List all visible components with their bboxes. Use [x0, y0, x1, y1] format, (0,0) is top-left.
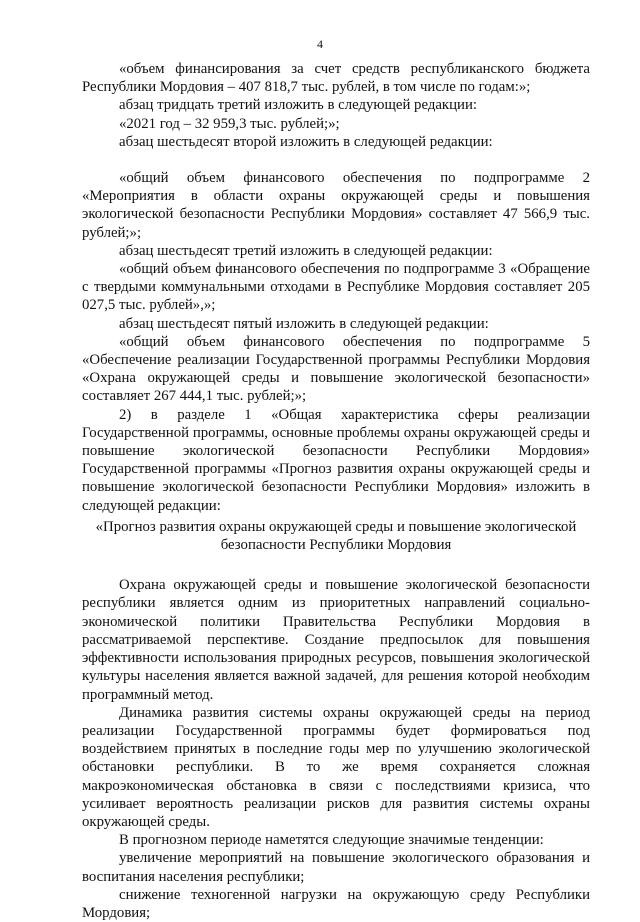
paragraph-year-2021: «2021 год – 32 959,3 тыс. рублей;»; [119, 115, 340, 132]
paragraph-instruction-33: абзац тридцать третий изложить в следующей редакции: [119, 97, 477, 114]
paragraph-trend-education: увеличение мероприятий на повышение экологического образования и воспитания населения республики; [82, 850, 590, 885]
spacer [82, 151, 590, 169]
paragraph-environment-priority: Охрана окружающей среды и повышение экологической безопасности республики является одним из приоритетных направлений социально-экономической политики Правительства Республики Мордовия в рассматриваемой перспективе. Создание предпосылок для повышения эффективности использования природных ресурсов, повышения экологической культуры населения является важной задачей, для решения которой необходим программный метод. [82, 577, 590, 703]
paragraph-dynamics: Динамика развития системы охраны окружающей среды на период реализации Государственной программы будет формироваться под воздействием принятых в последние годы мер по улучшению экологической обстановки республики. В то же время сохраняется сложная макроэкономическая обстановка в связи с последствиями кризиса, что усиливает вероятность реализации рисков для развития системы охраны окружающей среды. [82, 704, 590, 830]
page-number: 4 [317, 37, 323, 51]
paragraph-instruction-65: абзац шестьдесят пятый изложить в следующей редакции: [119, 315, 489, 332]
document-body [82, 60, 590, 922]
paragraph-trends-intro: В прогнозном периоде наметятся следующие значимые тенденции: [119, 832, 544, 849]
paragraph-trend-load: снижение техногенной нагрузки на окружающую среду Республики Мордовия; [82, 886, 590, 921]
paragraph-instruction-63: абзац шестьдесят третий изложить в следующей редакции: [119, 242, 493, 259]
paragraph-subprogram-2: «общий объем финансового обеспечения по подпрограмме 2 «Мероприятия в области охраны окружающей среды и повышения экологической безопасности Республики Мордовия» составляет 47 566,9 тыс. рублей;»; [82, 170, 590, 241]
paragraph-instruction-62: абзац шестьдесят второй изложить в следующей редакции: [119, 133, 493, 150]
paragraph-funding-volume: «объем финансирования за счет средств республиканского бюджета Республики Мордовия – 407 818,7 тыс. рублей, в том числе по годам:»; [82, 61, 590, 96]
spacer [82, 554, 590, 576]
paragraph-section-1: 2) в разделе 1 «Общая характеристика сферы реализации Государственной программы, основные проблемы охраны окружающей среды и повышение экологической безопасности Республики Мордовия» Государственной программы «Прогноз развития охраны окружающей среды и повышение экологической безопасности Республики Мордовия» изложить в следующей редакции: [82, 406, 590, 514]
paragraph-subprogram-3: «общий объем финансового обеспечения по подпрограмме 3 «Обращение с твердыми коммунальными отходами в Республике Мордовия составляет 205 027,5 тыс. рублей»,»; [82, 261, 590, 314]
paragraph-subprogram-5: «общий объем финансового обеспечения по подпрограмме 5 «Обеспечение реализации Государственной программы Республики Мордовия «Охрана окружающей среды и повышение экологической безопасности» составляет 267 444,1 тыс. рублей;»; [82, 333, 590, 405]
section-heading: «Прогноз развития охраны окружающей среды и повышение экологической безопасности Республики Мордовия [95, 518, 577, 554]
